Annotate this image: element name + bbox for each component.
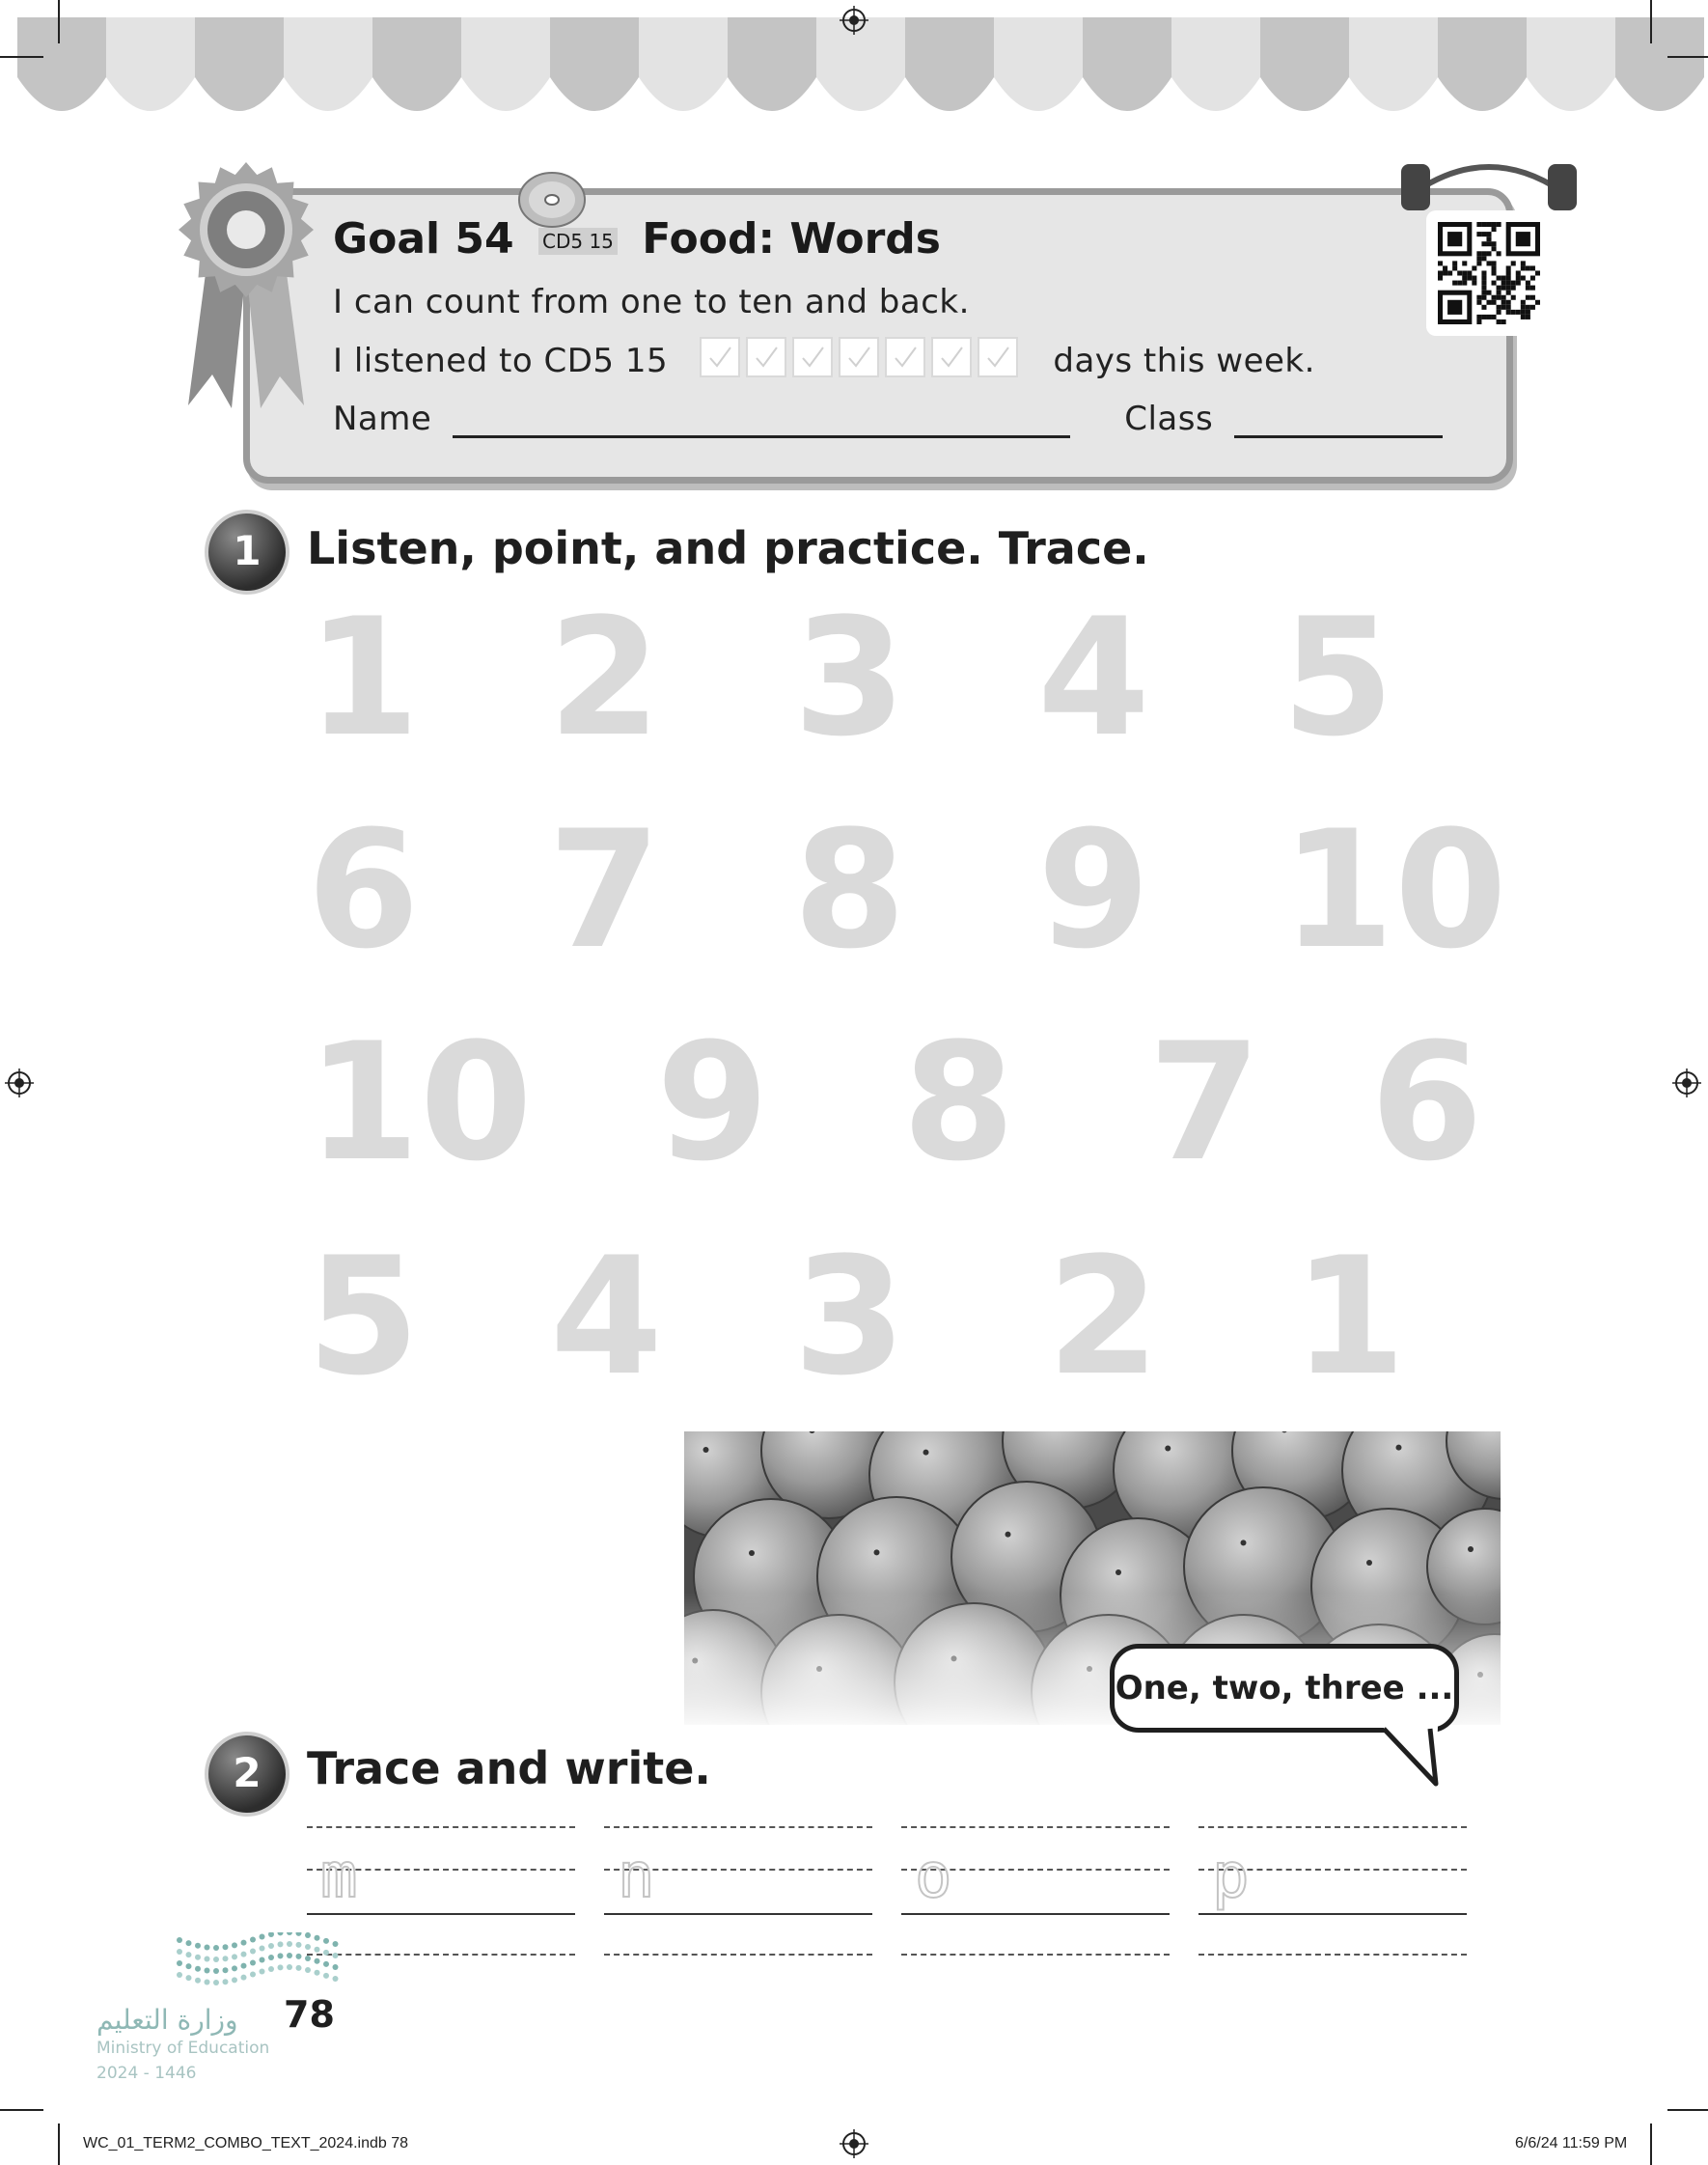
day-checkbox[interactable] [746, 337, 786, 377]
registration-mark-icon [840, 6, 868, 35]
ministry-name-arabic: وزارة التعليم [96, 2004, 238, 2036]
awning-scallop [994, 17, 1083, 111]
awning-scallop [728, 17, 816, 111]
awning-scallop [639, 17, 728, 111]
crop-mark [1650, 0, 1652, 43]
day-checkbox[interactable] [885, 337, 925, 377]
awning-scallop [461, 17, 550, 111]
class-field[interactable] [1234, 406, 1443, 438]
goal-number: Goal 54 [333, 214, 514, 264]
speech-bubble: One, two, three ... [1110, 1644, 1459, 1733]
ministry-logo-icon [174, 1932, 347, 1990]
awning-scallop [372, 17, 461, 111]
trace-number[interactable]: 10 [307, 1008, 533, 1197]
awning-scallop [1438, 17, 1527, 111]
handwriting-line-set[interactable] [1198, 1824, 1467, 1959]
crop-mark [1650, 2123, 1652, 2165]
trace-letter: n [618, 1841, 655, 1912]
class-label: Class [1124, 400, 1214, 438]
name-field[interactable] [453, 406, 1070, 438]
trace-number[interactable]: 5 [1281, 583, 1394, 772]
crop-mark [1667, 2109, 1708, 2111]
trace-number[interactable]: 8 [902, 1008, 1015, 1197]
day-checkbox[interactable] [931, 337, 972, 377]
awning-scallop [17, 17, 106, 111]
print-slug-file: WC_01_TERM2_COMBO_TEXT_2024.indb 78 [83, 2135, 409, 2151]
awning-scallop [1171, 17, 1260, 111]
trace-number[interactable]: 7 [548, 795, 661, 985]
trace-letter: o [915, 1841, 952, 1912]
cd-track-label: CD5 15 [538, 228, 618, 255]
trace-number[interactable]: 3 [793, 1222, 906, 1411]
goal-topic: Food: Words [642, 214, 941, 264]
awning-scallop [1615, 17, 1704, 111]
day-checkbox[interactable] [839, 337, 879, 377]
trace-number[interactable]: 1 [1293, 1222, 1406, 1411]
awning-scallop [1083, 17, 1171, 111]
ministry-year: 2024 - 1446 [96, 2064, 197, 2083]
trace-number[interactable]: 4 [1037, 583, 1150, 772]
trace-number[interactable]: 2 [548, 583, 661, 772]
cd-disc-icon [511, 166, 591, 234]
name-class-row [333, 400, 1443, 438]
awning-scallop [106, 17, 195, 111]
exercise-1-title: Listen, point, and practice. Trace. [307, 522, 1149, 574]
trace-number[interactable]: 9 [1037, 795, 1150, 985]
trace-number[interactable]: 1 [307, 583, 420, 772]
trace-number[interactable]: 9 [656, 1008, 769, 1197]
speech-bubble-tail [1380, 1726, 1447, 1790]
ministry-name-english: Ministry of Education [96, 2039, 270, 2058]
registration-mark-icon [5, 1069, 34, 1097]
award-ribbon-icon [164, 153, 328, 413]
listening-log-prefix: I listened to CD5 15 [333, 342, 669, 380]
registration-mark-icon [1672, 1069, 1701, 1097]
trace-number[interactable]: 6 [307, 795, 420, 985]
awning-scallop [550, 17, 639, 111]
trace-number[interactable]: 8 [793, 795, 906, 985]
page-number: 78 [284, 1993, 335, 2036]
trace-letter: m [320, 1841, 358, 1912]
name-label: Name [333, 400, 432, 438]
awning-scallop [1349, 17, 1438, 111]
awning-scallop [1527, 17, 1615, 111]
awning-scallop [1260, 17, 1349, 111]
qr-code[interactable] [1426, 210, 1552, 336]
exercise-1-badge: 1 [205, 510, 289, 595]
day-checkbox[interactable] [792, 337, 833, 377]
goal-objective: I can count from one to ten and back. [333, 283, 970, 321]
trace-number[interactable]: 10 [1281, 795, 1507, 985]
trace-number[interactable]: 4 [550, 1222, 663, 1411]
awning-scallop [284, 17, 372, 111]
trace-number[interactable]: 7 [1148, 1008, 1261, 1197]
trace-letter: p [1212, 1841, 1250, 1912]
crop-mark [0, 2109, 43, 2111]
day-checkbox-group [700, 342, 1024, 380]
trace-number[interactable]: 6 [1370, 1008, 1483, 1197]
crop-mark [0, 56, 43, 58]
day-checkbox[interactable] [700, 337, 740, 377]
goal-title [333, 214, 941, 264]
qr-code-icon [1438, 222, 1540, 324]
exercise-2-badge: 2 [205, 1732, 289, 1817]
crop-mark [58, 2123, 60, 2165]
trace-number[interactable]: 5 [307, 1222, 420, 1411]
handwriting-line-set[interactable] [604, 1824, 872, 1959]
trace-number[interactable]: 3 [793, 583, 906, 772]
exercise-2-title: Trace and write. [307, 1742, 711, 1794]
listening-log-suffix: days this week. [1053, 342, 1315, 380]
handwriting-line-set[interactable] [901, 1824, 1170, 1959]
trace-number[interactable]: 2 [1047, 1222, 1160, 1411]
day-checkbox[interactable] [978, 337, 1018, 377]
crop-mark [1667, 56, 1708, 58]
crop-mark [58, 0, 60, 43]
listening-log [333, 342, 1315, 383]
registration-mark-icon [840, 2129, 868, 2158]
print-slug-date: 6/6/24 11:59 PM [1515, 2135, 1628, 2151]
awning-scallop [905, 17, 994, 111]
awning-scallop [195, 17, 284, 111]
